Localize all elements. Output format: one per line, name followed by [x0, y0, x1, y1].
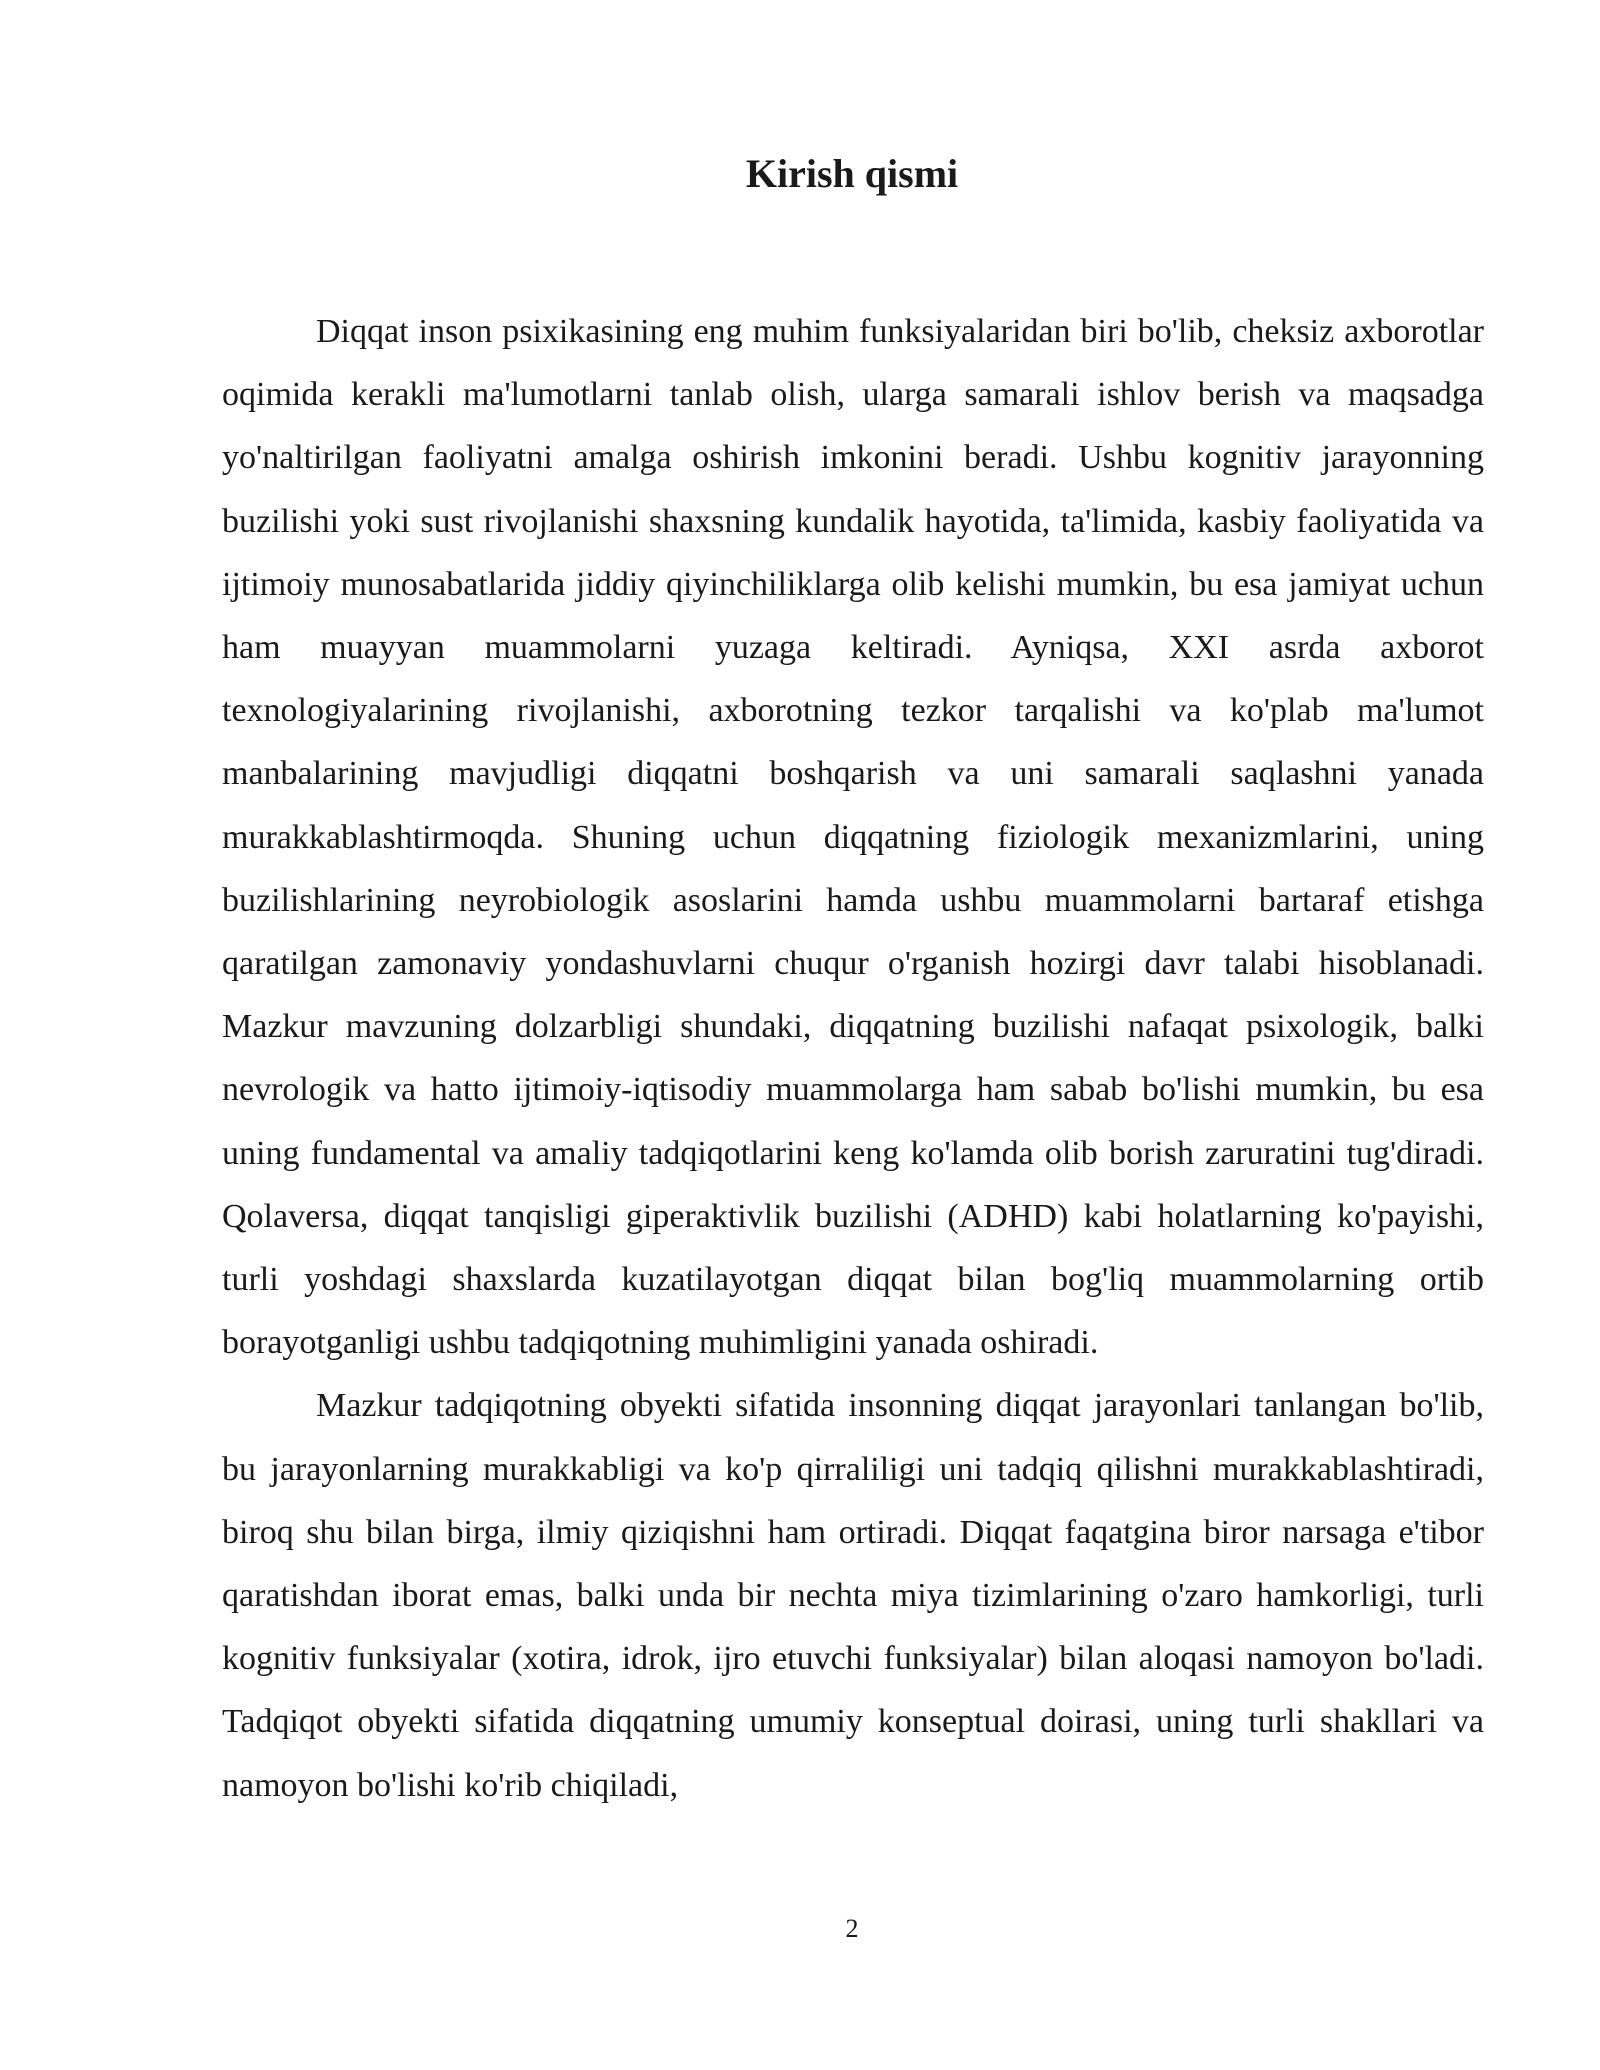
body-text: [222, 300, 1484, 1817]
page-title: Kirish qismi: [745, 151, 959, 196]
paragraph-1: Diqqat inson psixikasining eng muhim funksiyalaridan biri bo'lib, cheksiz axborotlar oqimida kerakli ma'lumotlarni tanlab olish, ularga samarali ishlov berish va maqsadga yo'naltirilgan faoliyatni amalga oshirish imkonini beradi. Ushbu kognitiv jarayonning buzilishi yoki sust rivojlanishi shaxsning kundalik hayotida, ta'limida, kasbiy faoliyatida va ijtimoiy munosabatlarida jiddiy qiyinchiliklarga olib kelishi mumkin, bu esa jamiyat uchun ham muayyan muammolarni yuzaga keltiradi. Ayniqsa, XXI asrda axborot texnologiyalarining rivojlanishi, axborotning tezkor tarqalishi va ko'plab ma'lumot manbalarining mavjudligi diqqatni boshqarish va uni samarali saqlashni yanada murakkablashtirmoqda. Shuning uchun diqqatning fiziologik mexanizmlarini, uning buzilishlarining neyrobiologik asoslarini hamda ushbu muammolarni bartaraf etishga qaratilgan zamonaviy yondashuvlarni chuqur o'rganish hozirgi davr talabi hisoblanadi. Mazkur mavzuning dolzarbligi shundaki, diqqatning buzilishi nafaqat psixologik, balki nevrologik va hatto ijtimoiy-iqtisodiy muammolarga ham sabab bo'lishi mumkin, bu esa uning fundamental va amaliy tadqiqotlarini keng ko'lamda olib borish zaruratini tug'diradi. Qolaversa, diqqat tanqisligi giperaktivlik buzilishi (ADHD) kabi holatlarning ko'payishi, turli yoshdagi shaxslarda kuzatilayotgan diqqat bilan bog'liq muammolarning ortib borayotganligi ushbu tadqiqotning muhimligini yanada oshiradi.: [222, 313, 1484, 1362]
page-number: 2: [845, 1914, 859, 1943]
paragraph-2: Mazkur tadqiqotning obyekti sifatida insonning diqqat jarayonlari tanlangan bo'lib, bu jarayonlarning murakkabligi va ko'p qirraliligi uni tadqiq qilishni murakkablashtiradi, biroq shu bilan birga, ilmiy qiziqishni ham ortiradi. Diqqat faqatgina biror narsaga e'tibor qaratishdan iborat emas, balki unda bir nechta miya tizimlarining o'zaro hamkorligi, turli kognitiv funksiyalar (xotira, idrok, ijro etuvchi funksiyalar) bilan aloqasi namoyon bo'ladi. Tadqiqot obyekti sifatida diqqatning umumiy konseptual doirasi, uning turli shakllari va namoyon bo'lishi ko'rib chiqiladi,: [222, 1387, 1484, 1804]
